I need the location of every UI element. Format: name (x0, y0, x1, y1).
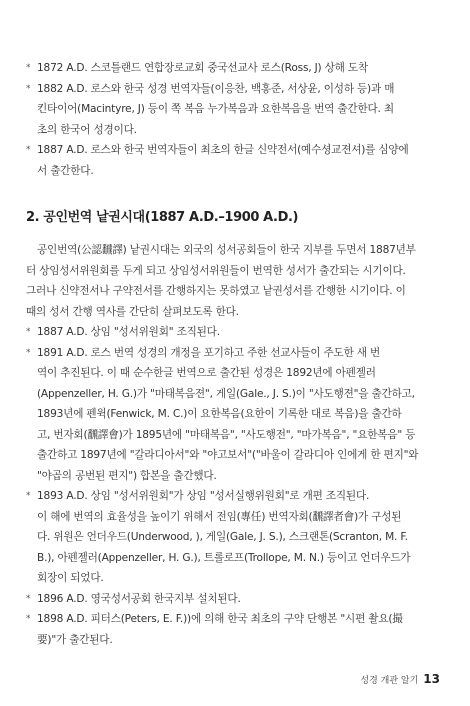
early-history-list (26, 58, 446, 181)
text-line: 1887 A.D. 로스와 한국 번역자들이 최초의 한글 신약전서(예수셩교젼셔)를 심양에 (37, 144, 409, 156)
text-line: 1893년에 펜윅(Fenwick, M. C.)이 요한복음(요한이 기록한 대로 복음)을 출간하 (37, 408, 402, 420)
text-line: 터 상임성서위원회를 두게 되고 상임성서위원들이 번역한 성서가 출간되는 시기이다. (26, 264, 406, 277)
text-line: 1882 A.D. 로스와 한국 성경 번역자들(이응찬, 백홍준, 서상윤, 이성하 등)과 매 (37, 82, 395, 95)
text-line: 때의 성서 간행 역사를 간단히 살펴보도록 한다. (26, 305, 239, 318)
text-line: "야곱의 공번된 편지") 합본을 출간했다. (37, 469, 217, 482)
list-item (26, 609, 446, 650)
text-line: 회장이 되었다. (37, 572, 104, 584)
list-item (26, 589, 446, 610)
text-line: 1891 A.D. 로스 번역 성경의 개정을 포기하고 주한 선교사들이 주도한 새 번 (37, 346, 381, 359)
page-number: 13 (423, 672, 440, 686)
bullet-mark: * (26, 327, 31, 337)
text-line: 1898 A.D. 피터스(Peters, E. F.))에 의해 한국 최초의 구약 단행본 "시편 촬요(撮 (37, 613, 403, 625)
section-heading: 2. 공인번역 낱권시대(1887 A.D.–1900 A.D.) (26, 210, 299, 225)
page-footer (360, 672, 440, 686)
text-line: 고, 번자회(飜譯會)가 1895년에 "마태복음", "사도행전", "마가복음", "요한복음" 등 (37, 428, 416, 441)
intro-paragraph (26, 240, 446, 322)
list-item (26, 343, 446, 487)
text-line: 역이 추진된다. 이 때 순수한글 번역으로 출간된 성경은 1892년에 아펜젤러 (37, 367, 376, 379)
list-item (26, 486, 446, 589)
bullet-mark: * (26, 347, 31, 358)
list-item (26, 322, 446, 343)
text-line: 要)"가 출간된다. (37, 633, 113, 646)
text-line: 그러나 신약전서나 구약전서를 간행하지는 못하였고 낱권성서를 간행한 시기이다. 이 (26, 285, 406, 297)
bullet-mark: * (26, 614, 31, 624)
text-line: 이 해에 번역의 효율성을 높이기 위해서 전임(專任) 번역자회(飜譯者會)가 구성된 (37, 510, 402, 523)
text-line: 1896 A.D. 영국성서공회 한국지부 설치된다. (37, 592, 241, 605)
text-line: (Appenzeller, H. G.)가 "마태복음젼", 게일(Gale., J. S.)이 "사도행젼"을 출간하고, (37, 387, 415, 400)
text-line: 서 출간한다. (37, 164, 94, 177)
footer-label: 성경 개관 알기 (360, 676, 419, 686)
bullet-mark: * (26, 593, 31, 604)
bullet-mark: * (26, 83, 31, 94)
bullet-mark: * (26, 491, 31, 501)
text-line: B.), 아펜젤러(Appenzeller, H. G.), 트롤로프(Trollope, M. N.) 등이고 언더우드가 (37, 551, 411, 564)
list-item (26, 140, 446, 181)
list-item (26, 79, 446, 141)
text-line: 공인번역(公認飜譯) 낱권시대는 외국의 성서공회들이 한국 지부를 두면서 1887년부 (37, 244, 416, 256)
bullet-mark: * (26, 145, 31, 155)
text-line: 초의 한국어 성경이다. (37, 123, 137, 136)
list-item (26, 58, 446, 79)
text-line: 1893 A.D. 상임 "성서위원회"가 상임 "성서실행위원회"로 개편 조직된다. (37, 490, 370, 502)
text-line: 다. 위원은 언더우드(Underwood, ), 게일(Gale, J. S.), 스크랜톤(Scranton, M. F. (37, 531, 408, 543)
chronology-list (26, 322, 446, 650)
text-line: 1887 A.D. 상임 "성서위원회" 조직된다. (37, 326, 220, 338)
text-line: 출간하고 1897년에 "갈라디아서"와 "야고보서"("바울이 갈라디아 인에게 한 편지"와 (37, 449, 419, 461)
text-line: 킨타이어(Macintyre, J) 등이 쪽 복음 누가복음과 요한복음을 번역 출간한다. 최 (37, 103, 394, 115)
bullet-mark: * (26, 63, 31, 73)
text-line: 1872 A.D. 스코틀랜드 연합장로교회 중국선교사 로스(Ross, J) 상해 도착 (37, 62, 368, 74)
